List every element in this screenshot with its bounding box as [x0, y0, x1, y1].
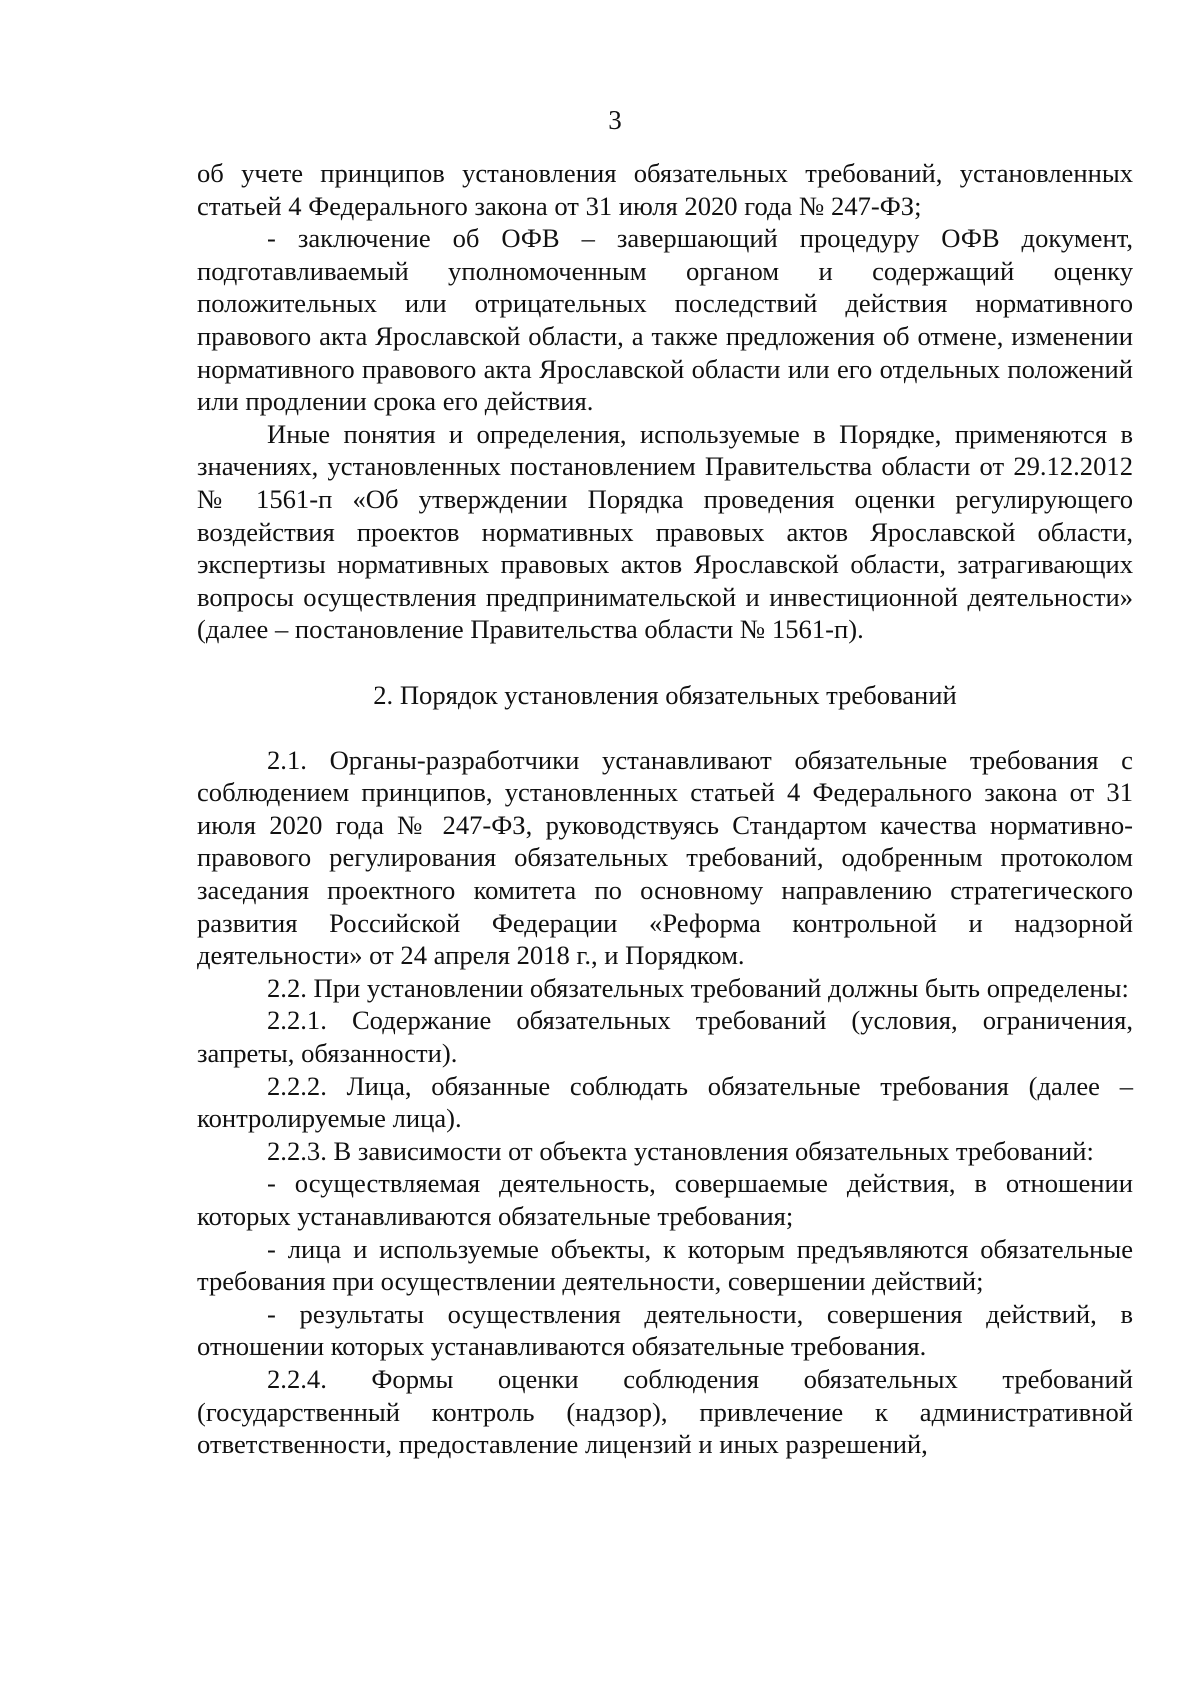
paragraph-2-2-4: 2.2.4. Формы оценки соблюдения обязательных требований (государственный контроль (надзор), привлечение к административной ответственности, предоставление лицензий и иных разрешений, — [197, 1363, 1133, 1460]
list-item-results: - результаты осуществления деятельности, совершения действий, в отношении которых устанавливаются обязательные требования. — [197, 1298, 1133, 1362]
paragraph-2-2-2: 2.2.2. Лица, обязанные соблюдать обязательные требования (далее – контролируемые лица). — [197, 1070, 1133, 1134]
paragraph-2-2-3: 2.2.3. В зависимости от объекта установления обязательных требований: — [267, 1135, 1094, 1166]
paragraph-other-terms: Иные понятия и определения, используемые в Порядке, применяются в значениях, установленных постановлением Правительства области от 29.12.2012 № 1561-п «Об утверждении Порядка проведения оценки регулирующего воздействия проектов нормативных правовых актов Ярославской области, экспертизы нормативных правовых актов Ярославской области, затрагивающих вопросы осуществления предпринимательской и инвестиционной деятельности» (далее – постановление Правительства области № 1561-п). — [197, 418, 1133, 645]
blank-line — [197, 646, 1133, 679]
page-number: 3 — [608, 105, 622, 135]
list-item-persons-objects: - лица и используемые объекты, к которым предъявляются обязательные требования при осуществлении деятельности, совершении действий; — [197, 1233, 1133, 1297]
paragraph-2-1: 2.1. Органы-разработчики устанавливают обязательные требования с соблюдением принципов, установленных статьей 4 Федерального закона от 31 июля 2020 года № 247-ФЗ, руководствуясь Стандартом качества нормативно-правового регулирования обязательных требований, одобренным протоколом заседания проектного комитета по основному направлению стратегического развития Российской Федерации «Реформа контрольной и надзорной деятельности» от 24 апреля 2018 г., и Порядком. — [197, 744, 1133, 971]
section-heading: 2. Порядок установления обязательных требований — [373, 679, 957, 710]
list-item-activity: - осуществляемая деятельность, совершаемые действия, в отношении которых устанавливаются обязательные требования; — [197, 1168, 1133, 1231]
blank-line — [197, 711, 1133, 744]
paragraph-2-2: 2.2. При установлении обязательных требований должны быть определены: — [267, 972, 1129, 1003]
paragraph-2-2-1: 2.2.1. Содержание обязательных требований (условия, ограничения, запреты, обязанности). — [197, 1005, 1133, 1069]
paragraph-conclusion-definition: - заключение об ОФВ – завершающий процедуру ОФВ документ, подготавливаемый уполномоченным органом и содержащий оценку положительных или отрицательных последствий действия нормативного правового акта Ярославской области, а также предложения об отмене, изменении нормативного правового акта Ярославской области или его отдельных положений или продлении срока его действия. — [197, 223, 1133, 417]
document-body — [197, 157, 1133, 1461]
paragraph-continuation: об учете принципов установления обязательных требований, установленных статьей 4 Федерального закона от 31 июля 2020 года № 247-ФЗ; — [197, 158, 1133, 221]
